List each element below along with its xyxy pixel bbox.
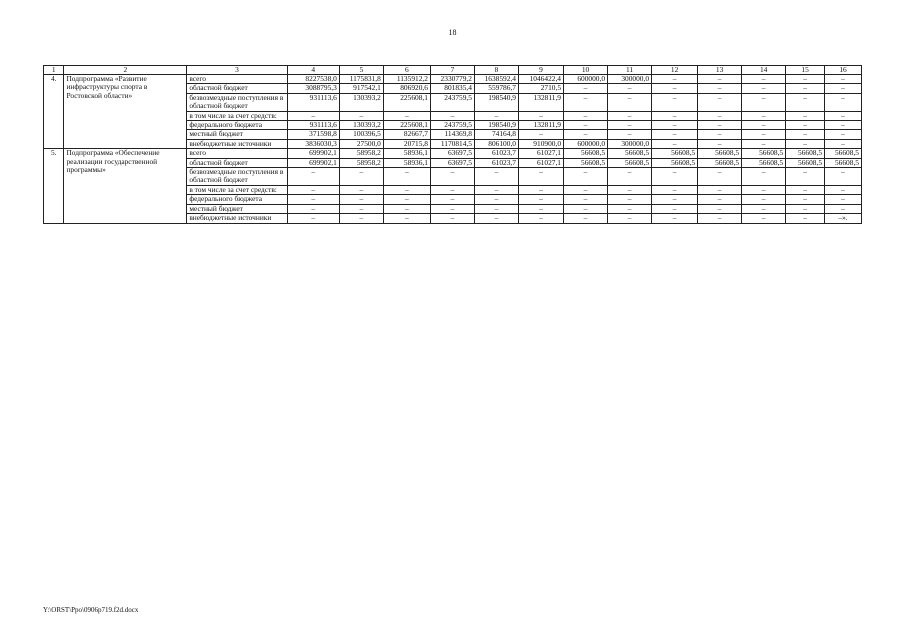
value-cell: – bbox=[608, 168, 652, 186]
column-number-3: 3 bbox=[187, 66, 287, 75]
value-cell: 61023,7 bbox=[474, 158, 518, 167]
value-cell: – bbox=[339, 111, 383, 120]
value-cell: – bbox=[608, 93, 652, 111]
value-cell: 56608,5 bbox=[608, 158, 652, 167]
value-cell: – bbox=[608, 195, 652, 204]
value-cell: – bbox=[608, 204, 652, 213]
value-cell: – bbox=[474, 195, 518, 204]
footer-file-path: Y:\ORST\Ppo\0906p719.f2d.docx bbox=[43, 606, 139, 614]
value-cell: – bbox=[608, 121, 652, 130]
value-cell: – bbox=[652, 139, 698, 148]
value-cell: – bbox=[518, 185, 563, 194]
value-cell: 130393,2 bbox=[339, 121, 383, 130]
value-cell: 8227538,0 bbox=[287, 75, 339, 84]
value-cell: 699902,1 bbox=[287, 149, 339, 158]
value-cell: – bbox=[339, 195, 383, 204]
value-cell: – bbox=[287, 204, 339, 213]
value-cell: – bbox=[825, 195, 862, 204]
value-cell: 3088795,3 bbox=[287, 84, 339, 93]
value-cell: – bbox=[825, 75, 862, 84]
value-cell: – bbox=[652, 111, 698, 120]
value-cell: – bbox=[698, 84, 742, 93]
header-row bbox=[44, 66, 862, 75]
value-cell: 56608,5 bbox=[564, 158, 608, 167]
value-cell: 58958,2 bbox=[339, 158, 383, 167]
column-number-2: 2 bbox=[64, 66, 187, 75]
column-number-11: 11 bbox=[608, 66, 652, 75]
column-number-9: 9 bbox=[518, 66, 563, 75]
value-cell: – bbox=[518, 214, 563, 223]
value-cell: 130393,2 bbox=[339, 93, 383, 111]
value-cell: – bbox=[430, 111, 474, 120]
column-number-7: 7 bbox=[430, 66, 474, 75]
funding-source-label: местный бюджет bbox=[187, 204, 287, 213]
value-cell: – bbox=[742, 111, 786, 120]
value-cell: – bbox=[474, 214, 518, 223]
funding-source-label: в том числе за счет средств: bbox=[187, 185, 287, 194]
value-cell: – bbox=[430, 214, 474, 223]
value-cell: – bbox=[786, 214, 825, 223]
value-cell: 56608,5 bbox=[786, 158, 825, 167]
value-cell: – bbox=[564, 84, 608, 93]
value-cell: – bbox=[339, 168, 383, 186]
table-header bbox=[44, 66, 862, 75]
value-cell: 910900,0 bbox=[518, 139, 563, 148]
value-cell: 74164,8 bbox=[474, 130, 518, 139]
value-cell: – bbox=[430, 204, 474, 213]
value-cell: – bbox=[652, 185, 698, 194]
page-number: 18 bbox=[448, 28, 457, 37]
funding-source-label: областной бюджет bbox=[187, 84, 287, 93]
column-number-4: 4 bbox=[287, 66, 339, 75]
value-cell: – bbox=[742, 139, 786, 148]
value-cell: 58936,1 bbox=[383, 158, 430, 167]
value-cell: – bbox=[383, 204, 430, 213]
value-cell: 243759,5 bbox=[430, 93, 474, 111]
value-cell: – bbox=[608, 84, 652, 93]
value-cell: – bbox=[742, 75, 786, 84]
value-cell: – bbox=[698, 168, 742, 186]
value-cell: – bbox=[608, 185, 652, 194]
value-cell: – bbox=[698, 121, 742, 130]
section-index: 4. bbox=[44, 75, 64, 149]
funding-source-label: местный бюджет bbox=[187, 130, 287, 139]
value-cell: – bbox=[287, 185, 339, 194]
funding-source-label: областной бюджет bbox=[187, 158, 287, 167]
value-cell: – bbox=[564, 185, 608, 194]
value-cell: – bbox=[564, 214, 608, 223]
value-cell: 61023,7 bbox=[474, 149, 518, 158]
value-cell: – bbox=[742, 93, 786, 111]
value-cell: – bbox=[430, 168, 474, 186]
value-cell: 100396,5 bbox=[339, 130, 383, 139]
value-cell: 56608,5 bbox=[564, 149, 608, 158]
value-cell: – bbox=[564, 121, 608, 130]
value-cell: 559786,7 bbox=[474, 84, 518, 93]
value-cell: 20715,8 bbox=[383, 139, 430, 148]
funding-source-label: всего bbox=[187, 75, 287, 84]
value-cell: – bbox=[825, 111, 862, 120]
value-cell: 56608,5 bbox=[825, 149, 862, 158]
value-cell: – bbox=[287, 214, 339, 223]
value-cell: – bbox=[383, 214, 430, 223]
value-cell: – bbox=[608, 111, 652, 120]
value-cell: 63697,5 bbox=[430, 149, 474, 158]
value-cell: 56608,5 bbox=[608, 149, 652, 158]
subprogram-title: Подпрограмма «Развитие инфраструктуры спорта в Ростовской области» bbox=[64, 75, 187, 149]
value-cell: 58958,2 bbox=[339, 149, 383, 158]
value-cell: 56608,5 bbox=[742, 158, 786, 167]
column-number-16: 16 bbox=[825, 66, 862, 75]
funding-source-label: федерального бюджета bbox=[187, 121, 287, 130]
value-cell: 806920,6 bbox=[383, 84, 430, 93]
value-cell: 1046422,4 bbox=[518, 75, 563, 84]
table-row bbox=[44, 149, 862, 158]
value-cell: 56608,5 bbox=[652, 149, 698, 158]
value-cell: – bbox=[825, 204, 862, 213]
value-cell: – bbox=[652, 204, 698, 213]
value-cell: 198540,9 bbox=[474, 121, 518, 130]
funding-source-label: всего bbox=[187, 149, 287, 158]
value-cell: 300000,0 bbox=[608, 75, 652, 84]
funding-source-label: внебюджетные источники bbox=[187, 139, 287, 148]
value-cell: – bbox=[383, 185, 430, 194]
value-cell: – bbox=[652, 214, 698, 223]
value-cell: – bbox=[742, 214, 786, 223]
value-cell: – bbox=[652, 93, 698, 111]
value-cell: – bbox=[287, 168, 339, 186]
value-cell: 243759,5 bbox=[430, 121, 474, 130]
value-cell: 63697,5 bbox=[430, 158, 474, 167]
table-body bbox=[44, 75, 862, 224]
value-cell: 917542,1 bbox=[339, 84, 383, 93]
value-cell: – bbox=[742, 168, 786, 186]
value-cell: – bbox=[474, 185, 518, 194]
column-number-13: 13 bbox=[698, 66, 742, 75]
value-cell: 225608,1 bbox=[383, 93, 430, 111]
value-cell: 82667,7 bbox=[383, 130, 430, 139]
value-cell: – bbox=[474, 111, 518, 120]
value-cell: –». bbox=[825, 214, 862, 223]
value-cell: – bbox=[383, 195, 430, 204]
value-cell: – bbox=[287, 111, 339, 120]
value-cell: – bbox=[825, 139, 862, 148]
value-cell: – bbox=[786, 204, 825, 213]
value-cell: 600000,0 bbox=[564, 139, 608, 148]
table-row bbox=[44, 75, 862, 84]
value-cell: – bbox=[742, 204, 786, 213]
value-cell: – bbox=[825, 121, 862, 130]
value-cell: – bbox=[430, 185, 474, 194]
funding-source-label: безвозмездные поступления в областной бюджет bbox=[187, 168, 287, 186]
value-cell: – bbox=[339, 214, 383, 223]
value-cell: – bbox=[698, 75, 742, 84]
value-cell: 1175831,8 bbox=[339, 75, 383, 84]
value-cell: 225608,1 bbox=[383, 121, 430, 130]
value-cell: 56608,5 bbox=[742, 149, 786, 158]
value-cell: 801835,4 bbox=[430, 84, 474, 93]
value-cell: – bbox=[474, 204, 518, 213]
value-cell: 931113,6 bbox=[287, 121, 339, 130]
value-cell: – bbox=[742, 121, 786, 130]
value-cell: – bbox=[383, 168, 430, 186]
value-cell: 3836030,3 bbox=[287, 139, 339, 148]
value-cell: 931113,6 bbox=[287, 93, 339, 111]
value-cell: – bbox=[786, 121, 825, 130]
value-cell: – bbox=[518, 204, 563, 213]
value-cell: – bbox=[825, 185, 862, 194]
section-index: 5. bbox=[44, 149, 64, 223]
value-cell: – bbox=[698, 93, 742, 111]
funding-source-label: безвозмездные поступления в областной бюджет bbox=[187, 93, 287, 111]
column-number-10: 10 bbox=[564, 66, 608, 75]
value-cell: – bbox=[786, 185, 825, 194]
value-cell: – bbox=[786, 195, 825, 204]
value-cell: – bbox=[825, 93, 862, 111]
value-cell: – bbox=[698, 195, 742, 204]
value-cell: – bbox=[474, 168, 518, 186]
value-cell: – bbox=[786, 84, 825, 93]
value-cell: – bbox=[287, 195, 339, 204]
value-cell: – bbox=[518, 168, 563, 186]
subprogram-title: Подпрограмма «Обеспечение реализации государственной программы» bbox=[64, 149, 187, 223]
value-cell: 56608,5 bbox=[698, 149, 742, 158]
value-cell: – bbox=[564, 168, 608, 186]
column-number-8: 8 bbox=[474, 66, 518, 75]
funding-source-label: федерального бюджета bbox=[187, 195, 287, 204]
value-cell: – bbox=[652, 84, 698, 93]
value-cell: – bbox=[564, 195, 608, 204]
value-cell: 27500,0 bbox=[339, 139, 383, 148]
value-cell: – bbox=[786, 93, 825, 111]
value-cell: 114369,8 bbox=[430, 130, 474, 139]
value-cell: – bbox=[698, 204, 742, 213]
value-cell: – bbox=[825, 168, 862, 186]
value-cell: 198540,9 bbox=[474, 93, 518, 111]
value-cell: – bbox=[786, 130, 825, 139]
value-cell: 61027,1 bbox=[518, 149, 563, 158]
value-cell: – bbox=[339, 185, 383, 194]
column-number-6: 6 bbox=[383, 66, 430, 75]
value-cell: – bbox=[652, 130, 698, 139]
value-cell: 56608,5 bbox=[825, 158, 862, 167]
value-cell: – bbox=[786, 139, 825, 148]
value-cell: 1170814,5 bbox=[430, 139, 474, 148]
value-cell: 56608,5 bbox=[652, 158, 698, 167]
value-cell: – bbox=[825, 84, 862, 93]
value-cell: 56608,5 bbox=[698, 158, 742, 167]
column-number-5: 5 bbox=[339, 66, 383, 75]
value-cell: 61027,1 bbox=[518, 158, 563, 167]
value-cell: – bbox=[652, 121, 698, 130]
value-cell: 600000,0 bbox=[564, 75, 608, 84]
value-cell: – bbox=[652, 195, 698, 204]
value-cell: – bbox=[564, 111, 608, 120]
value-cell: – bbox=[698, 130, 742, 139]
value-cell: – bbox=[652, 75, 698, 84]
value-cell: – bbox=[742, 84, 786, 93]
value-cell: 132811,9 bbox=[518, 93, 563, 111]
column-number-14: 14 bbox=[742, 66, 786, 75]
value-cell: 371598,8 bbox=[287, 130, 339, 139]
column-number-12: 12 bbox=[652, 66, 698, 75]
value-cell: 2710,5 bbox=[518, 84, 563, 93]
value-cell: 300000,0 bbox=[608, 139, 652, 148]
value-cell: – bbox=[383, 111, 430, 120]
value-cell: 1638592,4 bbox=[474, 75, 518, 84]
value-cell: – bbox=[742, 130, 786, 139]
value-cell: – bbox=[742, 185, 786, 194]
value-cell: – bbox=[564, 130, 608, 139]
value-cell: – bbox=[786, 75, 825, 84]
value-cell: – bbox=[742, 195, 786, 204]
value-cell: 58936,1 bbox=[383, 149, 430, 158]
value-cell: 1135912,2 bbox=[383, 75, 430, 84]
value-cell: – bbox=[786, 111, 825, 120]
value-cell: – bbox=[608, 130, 652, 139]
value-cell: – bbox=[825, 130, 862, 139]
value-cell: 699902,1 bbox=[287, 158, 339, 167]
value-cell: – bbox=[698, 214, 742, 223]
value-cell: 132811,9 bbox=[518, 121, 563, 130]
value-cell: – bbox=[698, 111, 742, 120]
value-cell: 2330779,2 bbox=[430, 75, 474, 84]
column-number-15: 15 bbox=[786, 66, 825, 75]
budget-table bbox=[43, 65, 862, 224]
value-cell: – bbox=[564, 204, 608, 213]
value-cell: – bbox=[564, 93, 608, 111]
column-number-1: 1 bbox=[44, 66, 64, 75]
value-cell: – bbox=[786, 168, 825, 186]
funding-source-label: в том числе за счет средств: bbox=[187, 111, 287, 120]
funding-source-label: внебюджетные источники bbox=[187, 214, 287, 223]
value-cell: – bbox=[698, 139, 742, 148]
value-cell: – bbox=[518, 111, 563, 120]
value-cell: – bbox=[652, 168, 698, 186]
value-cell: – bbox=[698, 185, 742, 194]
value-cell: – bbox=[608, 214, 652, 223]
value-cell: – bbox=[518, 130, 563, 139]
value-cell: – bbox=[430, 195, 474, 204]
value-cell: 56608,5 bbox=[786, 149, 825, 158]
value-cell: 806100,0 bbox=[474, 139, 518, 148]
value-cell: – bbox=[518, 195, 563, 204]
value-cell: – bbox=[339, 204, 383, 213]
